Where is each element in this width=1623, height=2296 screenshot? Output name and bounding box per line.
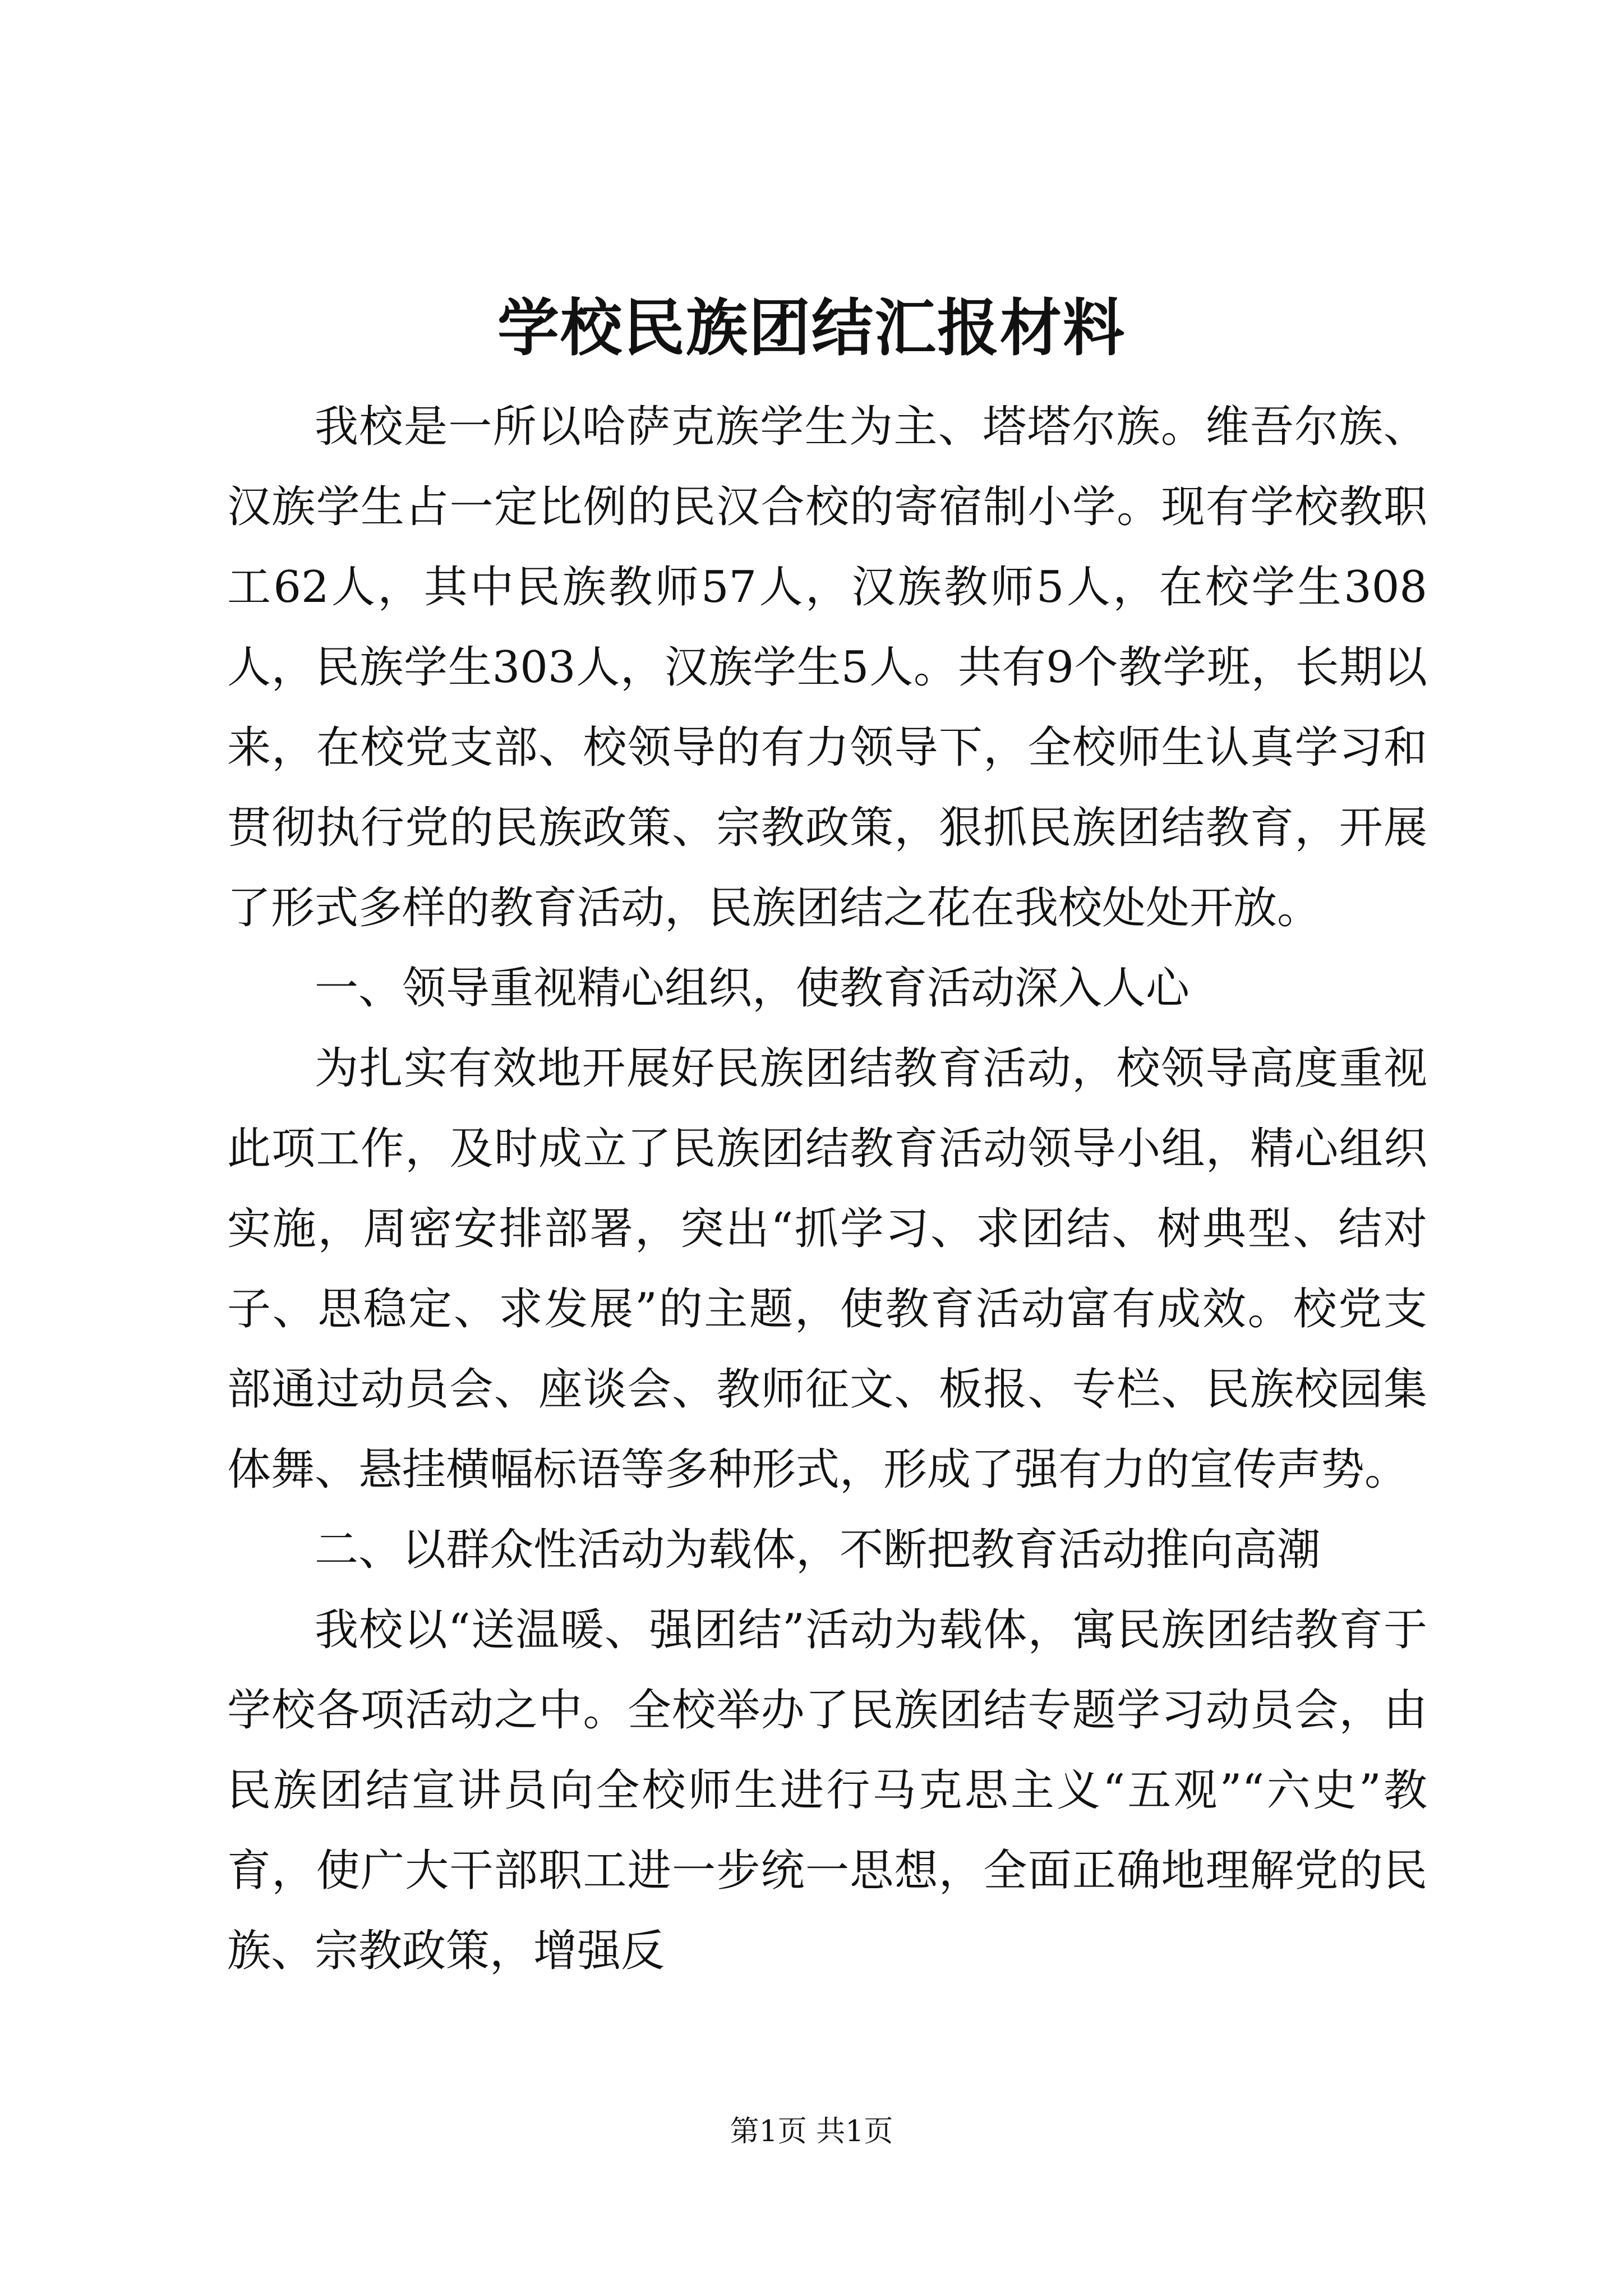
document-body [227, 387, 1427, 1991]
document-title: 学校民族团结汇报材料 [497, 292, 1126, 364]
page-number-footer: 第1页 共1页 [730, 2115, 893, 2148]
section-heading-1: 一、领导重视精心组织，使教育活动深入人心 [315, 963, 1190, 1014]
paragraph-section-1: 为扎实有效地开展好民族团结教育活动，校领导高度重视此项工作，及时成立了民族团结教育活动领导小组，精心组织实施，周密安排部署，突出“抓学习、求团结、树典型、结对子、思稳定、求发展”的主题，使教育活动富有成效。校党支部通过动员会、座谈会、教师征文、板报、专栏、民族校园集体舞、悬挂横幅标语等多种形式，形成了强有力的宣传声势。 [227, 1043, 1427, 1495]
paragraph-intro: 我校是一所以哈萨克族学生为主、塔塔尔族。维吾尔族、汉族学生占一定比例的民汉合校的寄宿制小学。现有学校教职工62人，其中民族教师57人，汉族教师5人，在校学生308人，民族学生303人，汉族学生5人。共有9个教学班，长期以来，在校党支部、校领导的有力领导下，全校师生认真学习和贯彻执行党的民族政策、宗教政策，狠抓民族团结教育，开展了形式多样的教育活动，民族团结之花在我校处处开放。 [227, 402, 1427, 933]
section-heading-2: 二、以群众性活动为载体，不断把教育活动推向高潮 [315, 1525, 1321, 1575]
paragraph-section-2: 我校以“送温暖、强团结”活动为载体，寓民族团结教育于学校各项活动之中。全校举办了民族团结专题学习动员会，由民族团结宣讲员向全校师生进行马克思主义“五观”“六史”教育，使广大干部职工进一步统一思想，全面正确地理解党的民族、宗教政策，增强反 [227, 1605, 1427, 1976]
